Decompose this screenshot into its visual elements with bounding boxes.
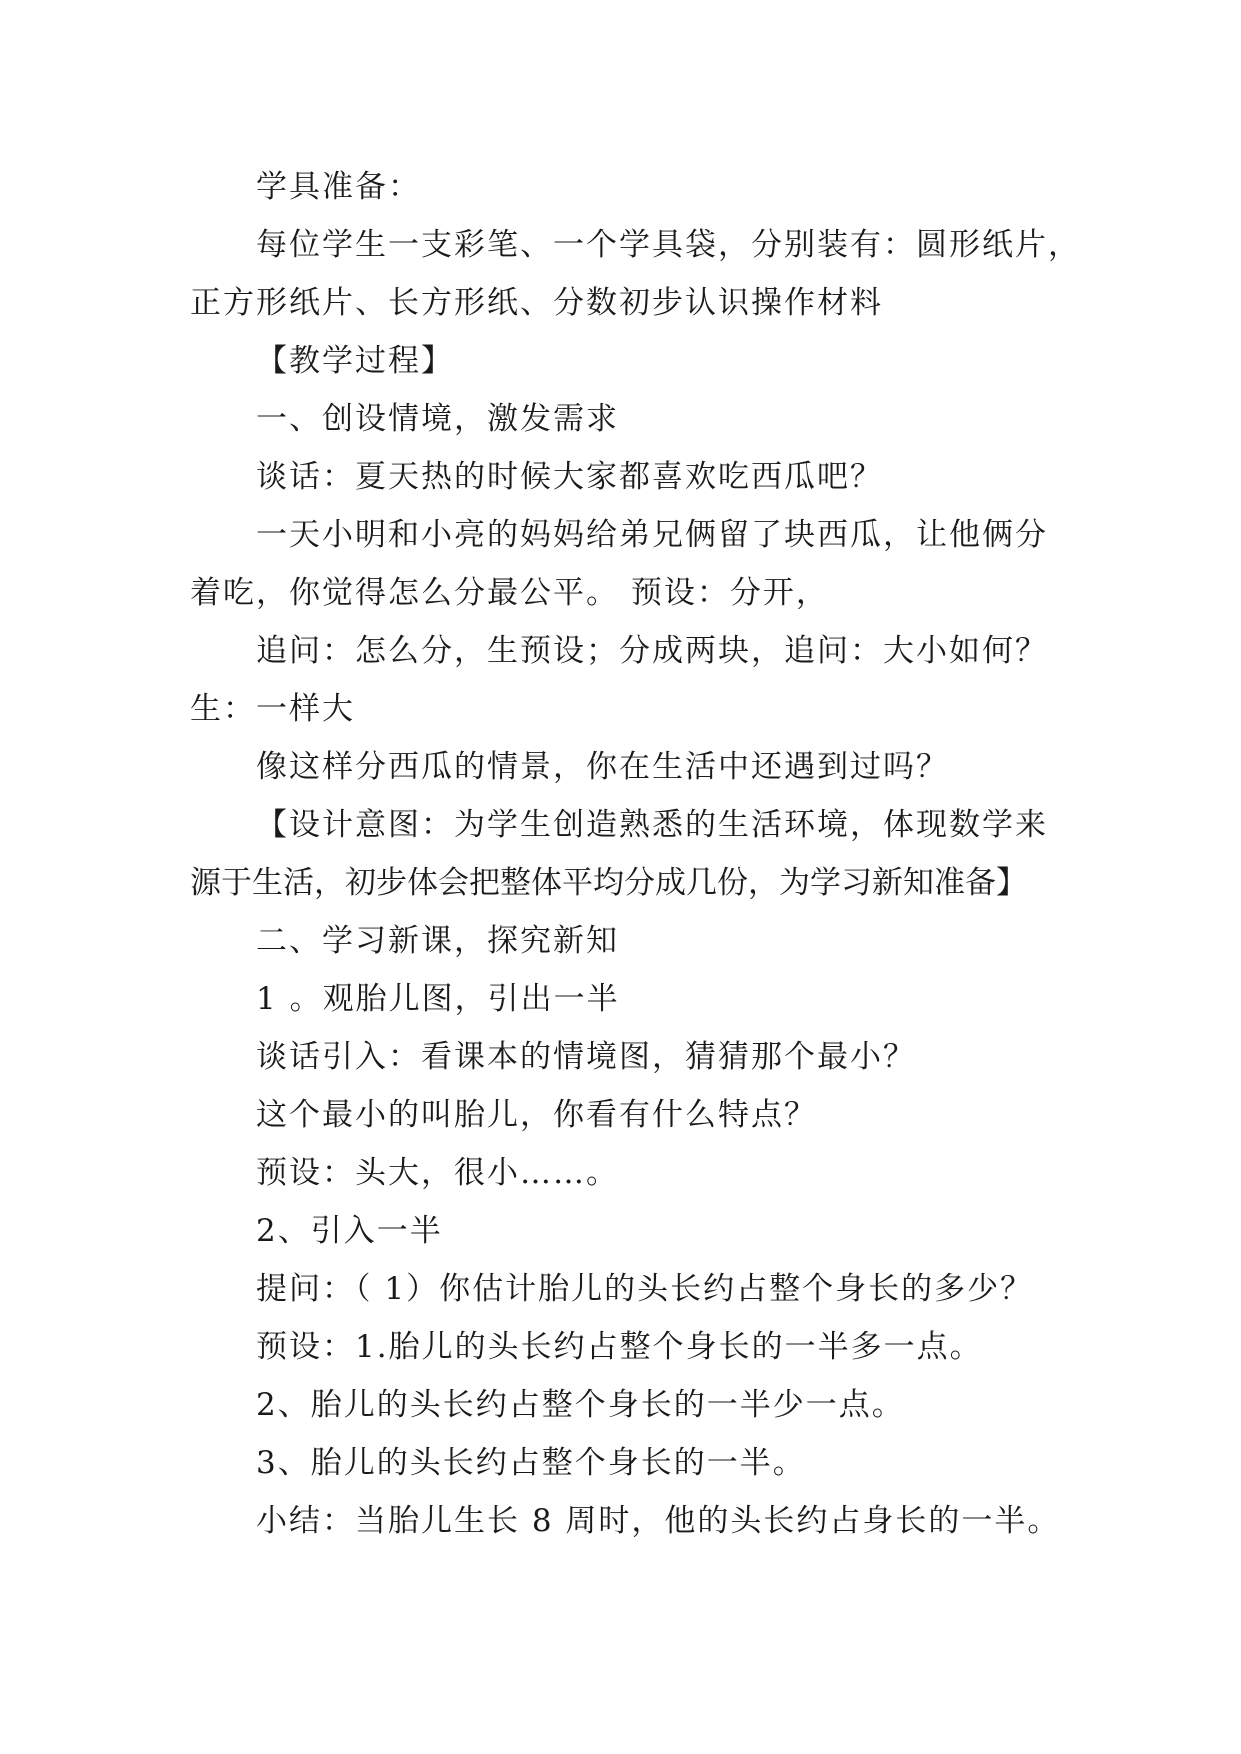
document-body: [190, 158, 1080, 1550]
preset-answer-line: 预设：头大，很小……。: [256, 1155, 619, 1191]
materials-text-line-2: 正方形纸片、长方形纸、分数初步认识操作材料: [190, 285, 883, 321]
summary-line: 小结：当胎儿生长 8 周时，他的头长约占身长的一半。: [256, 1503, 1061, 1539]
subsection-one-heading: 1 。观胎儿图，引出一半: [256, 981, 620, 1017]
dialogue-line: 谈话：夏天热的时候大家都喜欢吃西瓜吧？: [256, 459, 883, 495]
preset-option-2: 2、胎儿的头长约占整个身长的一半少一点。: [256, 1387, 905, 1423]
preset-option-1: 预设：1.胎儿的头长约占整个身长的一半多一点。: [256, 1329, 983, 1365]
section-one-heading: 一、创设情境，激发需求: [256, 401, 619, 437]
preset-option-3: 3、胎儿的头长约占整个身长的一半。: [256, 1445, 806, 1481]
followup-question-line-2: 生：一样大: [190, 691, 355, 727]
estimate-question-line: 提问：（ 1）你估计胎儿的头长约占整个身长的多少？: [256, 1271, 1034, 1307]
design-intent-line-2: 源于生活，初步体会把整体平均分成几份，为学习新知准备】: [190, 865, 1027, 901]
subsection-two-heading: 2、引入一半: [256, 1213, 443, 1249]
intro-question-line: 谈话引入：看课本的情境图，猜猜那个最小？: [256, 1039, 916, 1075]
materials-text-line-1: 每位学生一支彩笔、一个学具袋，分别装有：圆形纸片，: [256, 227, 1081, 263]
life-question-line: 像这样分西瓜的情景，你在生活中还遇到过吗？: [256, 749, 949, 785]
fetus-feature-question: 这个最小的叫胎儿，你看有什么特点？: [256, 1097, 817, 1133]
story-line-2: 着吃，你觉得怎么分最公平。 预设：分开，: [190, 575, 829, 611]
teaching-process-heading: 【教学过程】: [256, 343, 454, 379]
story-line-1: 一天小明和小亮的妈妈给弟兄俩留了块西瓜，让他俩分: [256, 517, 1048, 553]
followup-question-line-1: 追问：怎么分，生预设；分成两块，追问：大小如何？: [256, 633, 1048, 669]
materials-heading: 学具准备：: [256, 169, 421, 205]
design-intent-line-1: 【设计意图：为学生创造熟悉的生活环境，体现数学来: [256, 807, 1048, 843]
section-two-heading: 二、学习新课，探究新知: [256, 923, 619, 959]
